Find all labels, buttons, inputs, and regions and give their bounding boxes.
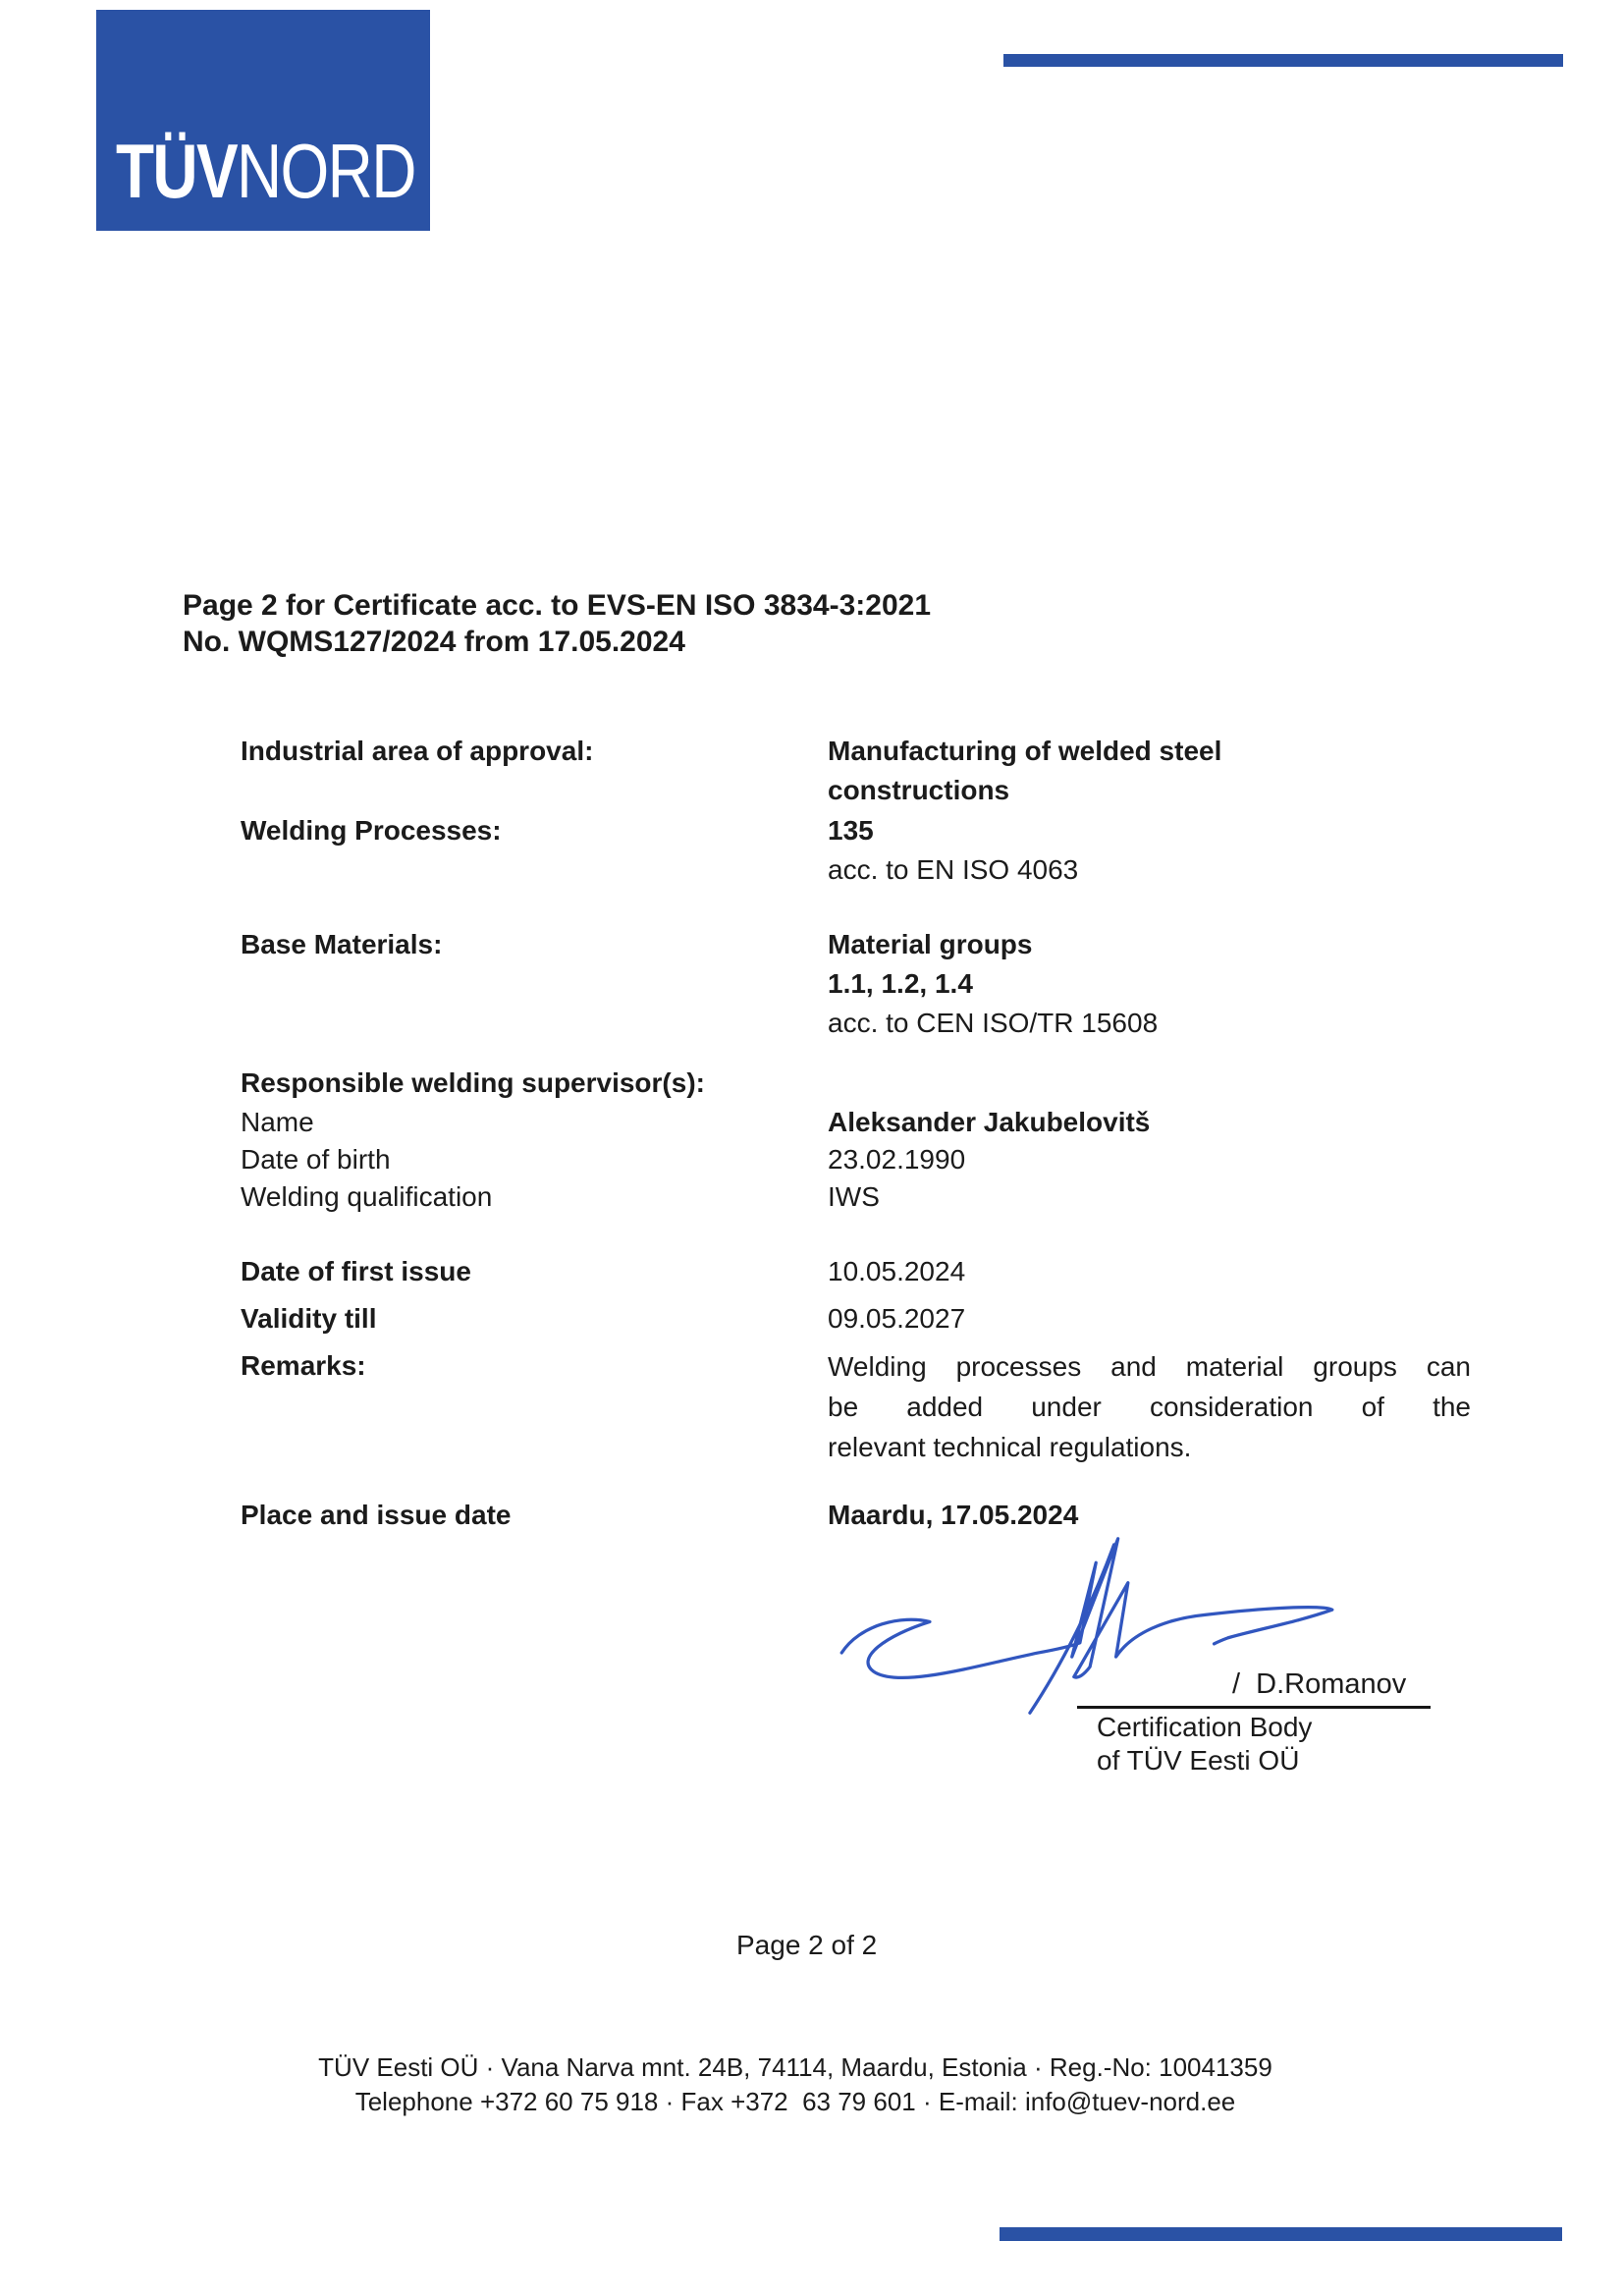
welding-processes-note: acc. to EN ISO 4063 bbox=[828, 854, 1079, 885]
remarks-line1: Welding processes and material groups can bbox=[828, 1351, 1471, 1382]
logo-nord-text: NORD bbox=[237, 128, 415, 214]
validity-value: 09.05.2027 bbox=[828, 1303, 966, 1334]
top-blue-bar bbox=[1003, 54, 1563, 67]
supervisor-name-label: Name bbox=[241, 1107, 314, 1137]
supervisor-dob-value: 23.02.1990 bbox=[828, 1144, 966, 1175]
validity-label: Validity till bbox=[241, 1303, 377, 1334]
base-materials-value-line2: 1.1, 1.2, 1.4 bbox=[828, 968, 973, 999]
industrial-area-value-line1: Manufacturing of welded steel bbox=[828, 736, 1222, 766]
footer-contact-line: Telephone +372 60 75 918 · Fax +372 63 79 601 · E-mail: info@tuev-nord.ee bbox=[354, 2087, 1236, 2116]
supervisor-name-value: Aleksander Jakubelovitš bbox=[828, 1107, 1151, 1137]
remarks-line2: be added under consideration of the bbox=[828, 1392, 1471, 1422]
tuv-nord-logo bbox=[96, 10, 430, 231]
industrial-area-value-line2: constructions bbox=[828, 775, 1010, 805]
certificate-header-line1: Page 2 for Certificate acc. to EVS-EN ISO 3834-3:2021 bbox=[183, 589, 931, 622]
place-issue-label: Place and issue date bbox=[241, 1500, 512, 1530]
page-indicator: Page 2 of 2 bbox=[736, 1930, 878, 1960]
certification-body-line2: of TÜV Eesti OÜ bbox=[1097, 1745, 1300, 1776]
place-issue-value: Maardu, 17.05.2024 bbox=[828, 1500, 1079, 1530]
signature-rule bbox=[1077, 1706, 1431, 1709]
tuv-nord-logo-text bbox=[116, 128, 415, 214]
signer-name: / D.Romanov bbox=[1232, 1668, 1407, 1700]
supervisor-dob-label: Date of birth bbox=[241, 1144, 391, 1175]
certificate-header-line2: No. WQMS127/2024 from 17.05.2024 bbox=[183, 626, 685, 658]
first-issue-label: Date of first issue bbox=[241, 1256, 471, 1286]
base-materials-value-line1: Material groups bbox=[828, 929, 1033, 959]
supervisor-qualification-label: Welding qualification bbox=[241, 1181, 493, 1212]
base-materials-note: acc. to CEN ISO/TR 15608 bbox=[828, 1008, 1159, 1038]
first-issue-value: 10.05.2024 bbox=[828, 1256, 966, 1286]
supervisor-heading: Responsible welding supervisor(s): bbox=[241, 1067, 705, 1098]
welding-processes-label: Welding Processes: bbox=[241, 815, 502, 846]
remarks-label: Remarks: bbox=[241, 1350, 366, 1381]
remarks-line3: relevant technical regulations. bbox=[828, 1432, 1192, 1462]
base-materials-label: Base Materials: bbox=[241, 929, 443, 959]
bottom-blue-bar bbox=[1000, 2227, 1562, 2241]
industrial-area-label: Industrial area of approval: bbox=[241, 736, 594, 766]
footer bbox=[0, 2050, 1591, 2119]
supervisor-qualification-value: IWS bbox=[828, 1181, 880, 1212]
footer-address-line: TÜV Eesti OÜ · Vana Narva mnt. 24B, 74114, Maardu, Estonia · Reg.-No: 10041359 bbox=[318, 2052, 1272, 2082]
certification-body-line1: Certification Body bbox=[1097, 1712, 1313, 1742]
welding-processes-value: 135 bbox=[828, 815, 874, 846]
certificate-header bbox=[183, 587, 1263, 660]
logo-tuv-text: TÜV bbox=[116, 128, 237, 214]
